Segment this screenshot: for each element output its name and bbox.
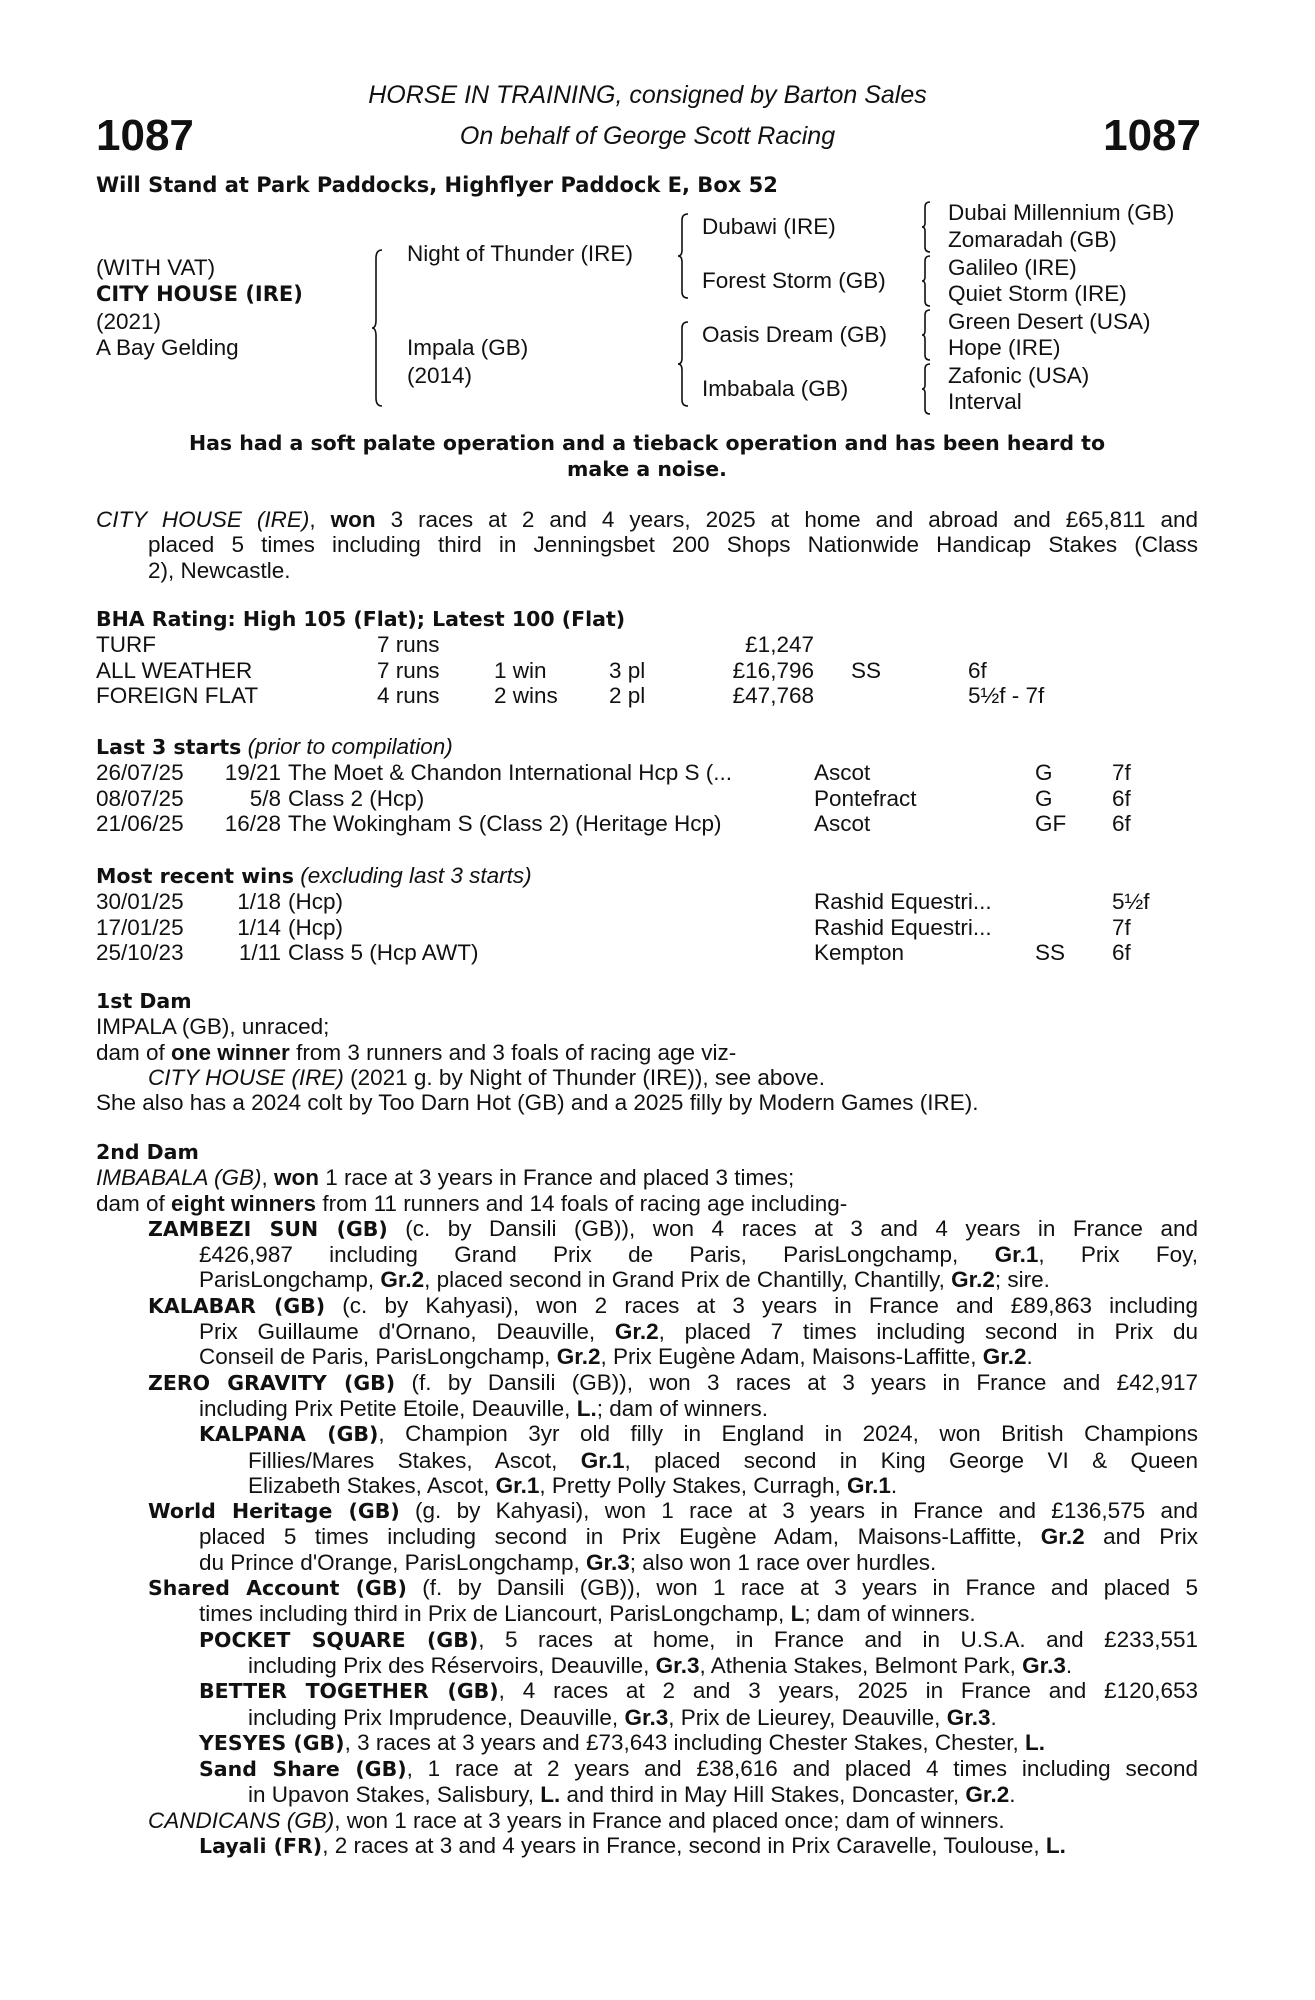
pedigree-entry: [96, 1065, 1198, 1090]
text-segment: , Pretty Polly Stakes, Curragh,: [539, 1472, 848, 1498]
horse-name: KALPANA (GB): [199, 1422, 379, 1447]
bold-text: won: [330, 507, 376, 532]
bold-text: Gr.3: [1022, 1652, 1066, 1678]
text-line: [96, 558, 1198, 583]
last-starts-heading: Last 3 starts: [96, 735, 242, 759]
text-segment: , placed second in Grand Prix de Chantilly, Chantilly,: [424, 1267, 952, 1293]
going-cell: SS: [1035, 939, 1066, 965]
distance-cell: 5½f: [1112, 889, 1150, 915]
pedigree-gg: Interval: [948, 389, 1022, 414]
italic-text: CANDICANS (GB): [148, 1807, 335, 1833]
text-segment: (f. by Dansili (GB)), won 1 race at 3 years in France and placed 5: [406, 1575, 1198, 1601]
bold-text: L.: [540, 1782, 561, 1808]
race-cell: Class 5 (Hcp AWT): [288, 939, 479, 965]
bold-text: Gr.2: [614, 1319, 659, 1345]
prize-cell: £47,768: [732, 682, 814, 708]
text-line: [96, 1730, 1198, 1756]
bold-text: Gr.1: [994, 1242, 1039, 1268]
last-starts-section: [96, 734, 1198, 836]
pedigree-entry: [96, 1627, 1198, 1679]
text-segment: including Prix des Réservoirs, Deauville,: [248, 1652, 656, 1678]
wins-cell: 2 wins: [494, 682, 558, 708]
text-segment: , Prix Eugène Adam, Maisons-Laffitte,: [600, 1344, 983, 1370]
text-segment: dam of: [96, 1039, 172, 1065]
date-cell: 21/06/25: [96, 810, 184, 836]
distance-cell: 7f: [1112, 760, 1131, 786]
first-dam-heading: 1st Dam: [96, 989, 192, 1013]
pedigree-entry: [96, 1014, 1198, 1039]
distance-cell: 6f: [1112, 939, 1131, 965]
table-row: [96, 940, 1198, 965]
pedigree-brace-main: [372, 250, 384, 406]
lot-number-right: 1087: [1103, 111, 1201, 160]
text-segment: (c. by Kahyasi), won 2 races at 3 years in France and £89,863 including: [325, 1292, 1198, 1318]
pedigree-gg: Zomaradah (GB): [948, 227, 1117, 252]
bold-text: L.: [576, 1395, 597, 1421]
wins-cell: 1 win: [494, 657, 547, 683]
notice-line: Has had a soft palate operation and a tieback operation and has been heard to: [188, 431, 1106, 455]
pedigree-entry: [96, 1421, 1198, 1498]
going-cell: SS: [851, 657, 882, 683]
horse-name: ZAMBEZI SUN (GB): [148, 1216, 388, 1241]
vat-status: (WITH VAT): [96, 255, 216, 280]
pedigree-entry: [96, 1293, 1198, 1370]
date-cell: 25/10/23: [96, 939, 184, 965]
table-row: [96, 632, 1198, 657]
date-cell: 30/01/25: [96, 889, 184, 915]
text-segment: ,: [309, 507, 331, 532]
horse-name: Sand Share (GB): [199, 1757, 407, 1782]
italic-text: CITY HOUSE (IRE): [148, 1064, 344, 1090]
bold-text: Gr.2: [380, 1267, 425, 1293]
pedigree-entry: [96, 1730, 1198, 1756]
text-segment: .: [1026, 1344, 1033, 1370]
lot-number-left: 1087: [96, 111, 194, 160]
pedigree-gg: Zafonic (USA): [948, 363, 1090, 388]
first-dam-section: [96, 989, 1198, 1115]
bold-text: Gr.3: [946, 1704, 991, 1730]
bold-text: Gr.2: [951, 1267, 995, 1293]
text-segment: ; also won 1 race over hurdles.: [629, 1549, 937, 1575]
text-segment: , Athenia Stakes, Belmont Park,: [699, 1652, 1023, 1678]
course-cell: Rashid Equestri...: [814, 914, 992, 940]
text-segment: , 1 race at 2 years and £38,616 and placed 4 times including second: [406, 1756, 1198, 1782]
pedigree-gg: Quiet Storm (IRE): [948, 281, 1127, 306]
text-segment: Prix Guillaume d'Ornano, Deauville,: [199, 1319, 615, 1345]
table-row: [96, 811, 1198, 836]
text-segment: (g. by Kahyasi), won 1 race at 3 years in France and £136,575 and: [399, 1498, 1198, 1524]
horse-year: (2021): [96, 309, 162, 334]
pedigree-brace-gg4: [922, 364, 932, 414]
bold-text: Gr.2: [1040, 1524, 1085, 1550]
prize-cell: £1,247: [745, 632, 814, 658]
text-line: [96, 507, 1198, 532]
pedigree-entry: [96, 507, 1198, 583]
runs-cell: 4 runs: [377, 682, 440, 708]
bha-heading: BHA Rating: High 105 (Flat); Latest 100 (Flat): [96, 607, 626, 631]
placed-cell: 3 pl: [609, 657, 646, 683]
text-line: [96, 1808, 1198, 1833]
runs-cell: 7 runs: [377, 632, 440, 658]
course-cell: Rashid Equestri...: [814, 889, 992, 915]
going-cell: G: [1035, 785, 1053, 811]
distance-cell: 6f: [968, 657, 987, 683]
pedigree-gg: Dubai Millennium (GB): [948, 200, 1175, 225]
bold-text: L.: [1024, 1729, 1045, 1755]
text-segment: placed 5 times including third in Jenningsbet 200 Shops Nationwide Handicap Stakes (Class: [148, 532, 1198, 558]
text-segment: .: [1065, 1652, 1073, 1678]
text-segment: placed 5 times including second in Prix Eugène Adam, Maisons-Laffitte,: [199, 1524, 1041, 1550]
position-cell: 1/11: [238, 939, 281, 965]
text-line: [96, 1165, 1198, 1190]
bold-text: Gr.2: [556, 1344, 601, 1370]
placed-cell: 2 pl: [609, 682, 646, 708]
going-cell: G: [1035, 760, 1053, 786]
bold-text: one winner: [171, 1039, 290, 1065]
table-row: [96, 786, 1198, 811]
text-segment: ParisLongchamp,: [199, 1267, 381, 1293]
text-line: [96, 1653, 1198, 1678]
last-starts-note: (prior to compilation): [247, 734, 453, 759]
text-line: [96, 1370, 1198, 1396]
bold-text: Gr.1: [847, 1472, 891, 1498]
text-line: [96, 1014, 1198, 1039]
pedigree-sire-dam: Forest Storm (GB): [702, 268, 886, 293]
text-segment: , 2 races at 3 and 4 years in France, second in Prix Caravelle, Toulouse,: [322, 1833, 1046, 1859]
pedigree-sire: Night of Thunder (IRE): [407, 241, 633, 266]
race-cell: (Hcp): [288, 889, 343, 915]
horse-name: Layali (FR): [199, 1834, 323, 1859]
table-row: [96, 658, 1198, 683]
text-line: [96, 1705, 1198, 1730]
race-summary: [96, 507, 1198, 583]
position-cell: 5/8: [249, 785, 281, 811]
text-segment: .: [990, 1704, 997, 1730]
bold-text: Gr.3: [586, 1549, 630, 1575]
surface-cell: TURF: [96, 632, 156, 658]
text-line: [96, 1575, 1198, 1601]
pedigree-gg: Galileo (IRE): [948, 255, 1077, 280]
text-segment: (2021 g. by Night of Thunder (IRE)), see above.: [343, 1064, 825, 1090]
race-cell: The Moet & Chandon International Hcp S (...: [288, 760, 732, 786]
table-row: [96, 760, 1198, 785]
text-line: [96, 1678, 1198, 1704]
text-segment: , Prix Foy,: [1038, 1242, 1198, 1268]
on-behalf-line: On behalf of George Scott Racing: [459, 122, 836, 150]
horse-name: KALABAR (GB): [148, 1293, 326, 1318]
text-segment: including Prix Petite Etoile, Deauville,: [199, 1395, 577, 1421]
bold-text: won: [273, 1165, 319, 1191]
pedigree-dam-sire: Oasis Dream (GB): [702, 322, 888, 347]
text-segment: 3 races at 2 and 4 years, 2025 at home and abroad and £65,811 and: [375, 507, 1198, 532]
text-line: [96, 1396, 1198, 1421]
distance-cell: 7f: [1112, 914, 1131, 940]
bold-text: Gr.3: [655, 1652, 700, 1678]
surface-cell: FOREIGN FLAT: [96, 682, 259, 708]
text-segment: du Prince d'Orange, ParisLongchamp,: [199, 1549, 587, 1575]
race-cell: The Wokingham S (Class 2) (Heritage Hcp): [288, 810, 722, 836]
surface-cell: ALL WEATHER: [96, 657, 253, 683]
text-segment: IMPALA (GB), unraced;: [96, 1014, 330, 1040]
distance-cell: 6f: [1112, 785, 1131, 811]
pedigree-brace-dam: [678, 322, 690, 406]
text-segment: , Champion 3yr old filly in England in 2024, won British Champions: [378, 1421, 1198, 1447]
course-cell: Ascot: [814, 810, 871, 836]
bold-text: L: [790, 1601, 805, 1627]
second-dam-section: [96, 1140, 1198, 1859]
wind-operation-notice: [96, 431, 1198, 482]
text-segment: , 5 races at home, in France and in U.S.A. and £233,551: [478, 1626, 1198, 1652]
course-cell: Ascot: [814, 760, 871, 786]
text-line: [96, 1782, 1198, 1807]
pedigree-entry: [96, 1756, 1198, 1808]
text-segment: ,: [261, 1165, 274, 1191]
bold-text: eight winners: [171, 1190, 317, 1216]
horse-name: Shared Account (GB): [148, 1576, 407, 1601]
text-segment: and Prix: [1084, 1524, 1198, 1550]
consignment-line: HORSE IN TRAINING, consigned by Barton Sales: [368, 81, 927, 109]
text-segment: (c. by Dansili (GB)), won 4 races at 3 and 4 years in France and: [387, 1215, 1198, 1241]
text-line: [96, 1627, 1198, 1653]
text-segment: ; dam of winners.: [596, 1395, 769, 1421]
pedigree-brace-gg1: [922, 202, 932, 252]
pedigree-entry: [96, 1191, 1198, 1216]
pedigree-dam-dam: Imbabala (GB): [702, 376, 849, 401]
pedigree-entry: [96, 1498, 1198, 1575]
horse-name: ZERO GRAVITY (GB): [148, 1370, 396, 1395]
pedigree-brace-sire: [678, 214, 690, 298]
race-cell: Class 2 (Hcp): [288, 785, 425, 811]
text-segment: dam of: [96, 1190, 172, 1216]
going-cell: GF: [1035, 810, 1067, 836]
text-line: [96, 1293, 1198, 1319]
position-cell: 1/14: [237, 914, 281, 940]
horse-name: CITY HOUSE (IRE): [96, 282, 303, 306]
notice-line: make a noise.: [567, 456, 727, 481]
text-line: [96, 1448, 1198, 1473]
text-segment: Elizabeth Stakes, Ascot,: [248, 1472, 496, 1498]
course-cell: Pontefract: [814, 785, 917, 811]
text-line: [96, 1216, 1198, 1242]
text-segment: (f. by Dansili (GB)), won 3 races at 3 years in France and £42,917: [395, 1369, 1198, 1395]
distance-cell: 5½f - 7f: [968, 682, 1045, 708]
prize-cell: £16,796: [732, 657, 814, 683]
text-line: [96, 1756, 1198, 1782]
text-segment: including Prix Imprudence, Deauville,: [248, 1704, 625, 1730]
text-segment: ; sire.: [994, 1267, 1050, 1293]
position-cell: 1/18: [237, 889, 281, 915]
pedigree-dam-year: (2014): [407, 363, 473, 388]
course-cell: Kempton: [814, 939, 905, 965]
pedigree-entry: [96, 1575, 1198, 1627]
pedigree-gg: Green Desert (USA): [948, 309, 1151, 334]
text-line: [96, 1833, 1198, 1859]
horse-name: YESYES (GB): [199, 1730, 345, 1755]
table-row: [96, 889, 1198, 914]
date-cell: 08/07/25: [96, 785, 184, 811]
stand-location: Will Stand at Park Paddocks, Highflyer Paddock E, Box 52: [96, 173, 778, 197]
bold-text: L.: [1045, 1833, 1066, 1859]
pedigree-brace-gg3: [922, 310, 932, 360]
bha-section: [96, 607, 1198, 708]
bold-text: Gr.2: [982, 1344, 1027, 1370]
text-segment: ; dam of winners.: [804, 1601, 976, 1627]
text-line: [96, 1065, 1198, 1090]
race-cell: (Hcp): [288, 914, 343, 940]
text-segment: £426,987 including Grand Prix de Paris, ParisLongchamp,: [199, 1242, 995, 1268]
pedigree-dam: Impala (GB): [407, 335, 529, 360]
recent-wins-note: (excluding last 3 starts): [300, 863, 532, 888]
text-segment: , placed second in King George VI & Queen: [624, 1447, 1199, 1473]
bold-text: Gr.1: [495, 1472, 540, 1498]
pedigree-entry: [96, 1165, 1198, 1190]
pedigree-entry: [96, 1370, 1198, 1422]
text-line: [96, 532, 1198, 557]
pedigree-entry: [96, 1216, 1198, 1293]
text-segment: , Prix de Lieurey, Deauville,: [668, 1704, 947, 1730]
text-segment: 2), Newcastle.: [148, 557, 291, 583]
text-segment: in Upavon Stakes, Salisbury,: [248, 1782, 541, 1808]
recent-wins-section: [96, 863, 1198, 965]
italic-text: IMBABALA (GB): [96, 1165, 262, 1191]
position-cell: 19/21: [224, 760, 281, 786]
text-segment: 1 race at 3 years in France and placed 3 times;: [318, 1165, 795, 1191]
horse-name: World Heritage (GB): [148, 1499, 400, 1524]
text-line: [96, 1421, 1198, 1447]
horse-name: POCKET SQUARE (GB): [199, 1627, 479, 1652]
text-line: [96, 1319, 1198, 1344]
recent-wins-heading: Most recent wins: [96, 864, 294, 888]
pedigree-entry: [96, 1040, 1198, 1065]
pedigree-entry: [96, 1678, 1198, 1730]
text-segment: , 4 races at 2 and 3 years, 2025 in France and £120,653: [498, 1678, 1198, 1704]
date-cell: 26/07/25: [96, 760, 184, 786]
text-line: [96, 1601, 1198, 1626]
text-segment: , 3 races at 3 years and £73,643 including Chester Stakes, Chester,: [344, 1729, 1025, 1755]
text-line: [96, 1090, 1198, 1115]
text-segment: times including third in Prix de Liancourt, ParisLongchamp,: [199, 1601, 791, 1627]
text-line: [96, 1267, 1198, 1292]
horse-description: A Bay Gelding: [96, 335, 239, 360]
text-segment: Fillies/Mares Stakes, Ascot,: [248, 1447, 581, 1473]
text-segment: She also has a 2024 colt by Too Darn Hot (GB) and a 2025 filly by Modern Games (IRE).: [96, 1090, 979, 1116]
text-segment: , placed 7 times including second in Prix du: [658, 1319, 1198, 1345]
pedigree-sire-sire: Dubawi (IRE): [702, 214, 836, 239]
text-segment: and third in May Hill Stakes, Doncaster,: [560, 1782, 966, 1808]
bold-text: Gr.1: [580, 1447, 625, 1473]
pedigree-brace-gg2: [922, 256, 932, 306]
pedigree-entry: [96, 1833, 1198, 1859]
text-line: [96, 1473, 1198, 1498]
distance-cell: 6f: [1112, 810, 1131, 836]
horse-name: BETTER TOGETHER (GB): [199, 1679, 499, 1704]
bold-text: Gr.2: [965, 1782, 1010, 1808]
text-segment: .: [890, 1472, 898, 1498]
pedigree-entry: [96, 1808, 1198, 1833]
pedigree-gg: Hope (IRE): [948, 335, 1061, 360]
text-segment: , won 1 race at 3 years in France and placed once; dam of winners.: [334, 1807, 1005, 1833]
pedigree-entry: [96, 1090, 1198, 1115]
text-line: [96, 1498, 1198, 1524]
date-cell: 17/01/25: [96, 914, 184, 940]
text-line: [96, 1040, 1198, 1065]
text-line: [96, 1191, 1198, 1216]
text-segment: Conseil de Paris, ParisLongchamp,: [199, 1344, 557, 1370]
second-dam-heading: 2nd Dam: [96, 1140, 199, 1164]
italic-text: CITY HOUSE (IRE): [96, 507, 310, 532]
bold-text: Gr.3: [624, 1704, 669, 1730]
table-row: [96, 915, 1198, 940]
text-line: [96, 1242, 1198, 1267]
position-cell: 16/28: [224, 810, 281, 836]
text-segment: from 11 runners and 14 foals of racing age including-: [316, 1190, 848, 1216]
runs-cell: 7 runs: [377, 657, 440, 683]
text-segment: .: [1009, 1782, 1016, 1808]
text-line: [96, 1550, 1198, 1575]
text-line: [96, 1344, 1198, 1369]
table-row: [96, 683, 1198, 708]
text-segment: from 3 runners and 3 foals of racing age viz-: [289, 1039, 737, 1065]
text-line: [96, 1524, 1198, 1549]
